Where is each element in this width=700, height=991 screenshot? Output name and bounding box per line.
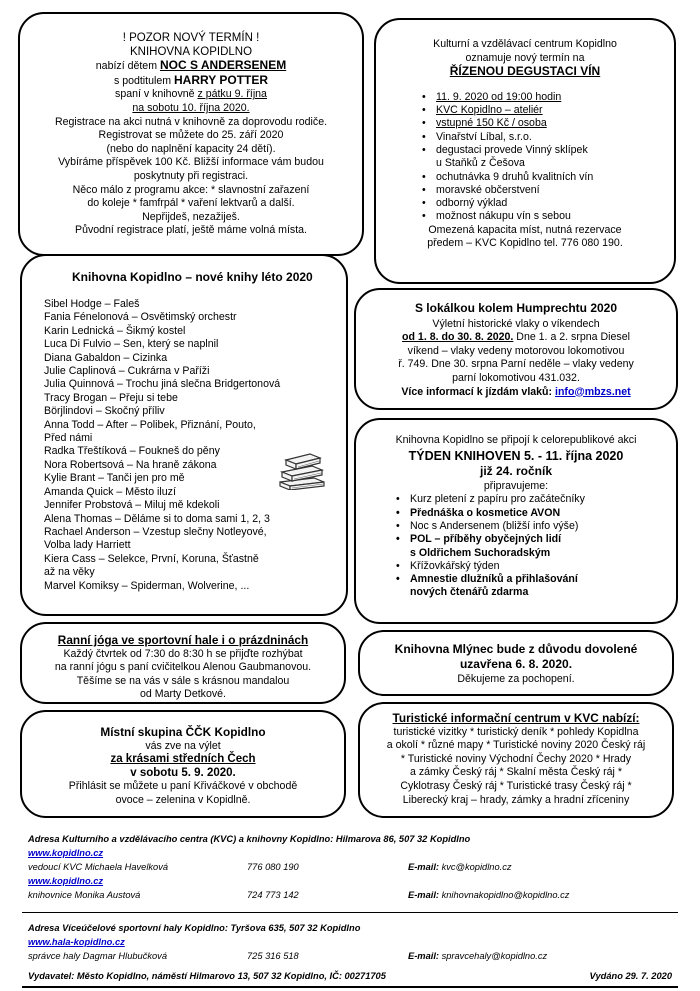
library-week-title: TÝDEN KNIHOVEN 5. - 11. října 2020 [408,448,624,463]
library-name: KNIHOVNA KOPIDLNO [129,45,253,58]
wine-title: ŘÍZENOU DEGUSTACI VÍN [449,64,601,79]
event-date-from: z pátku 9. října [197,88,267,101]
list-item: Před námi [44,432,93,445]
event-date-to: na sobotu 10. října 2020. [132,101,250,114]
mlynec-library-closure: Knihovna Mlýnec bude z důvodu dovolené uzavřena 6. 8. 2020. Děkujeme za pochopení. [358,630,674,696]
list-item: • Kurz pletení z papíru pro začátečníky [392,493,676,506]
list-item: • možnost nákupu vín s sebou [418,210,674,223]
list-item: • odborný výklad [418,197,674,210]
tourist-info-notice: Turistické informační centrum v KVC nabízí: turistické vizitky * turistický deník * pohledy Kopidlna a okolí * různé mapy * Turistické noviny 2020 Český ráj * Turistické noviny Východní Čechy 2020 * Hrady a zámky Český ráj * Skalní města Český ráj * Cyklotrasy Český ráj * Turistické trasy Český ráj * Liberecký kraj – hrady, zámky a hradní zříceniny [358,702,674,818]
tic-title: Turistické informační centrum v KVC nabízí: [392,711,640,725]
list-item: • KVC Kopidlno – ateliér [418,104,674,117]
list-item: Amanda Quick – Město iluzí [44,485,176,498]
cck-title: Místní skupina ČČK Kopidlno [100,725,266,739]
list-item: Radka Třeštíková – Foukneš do pěny [44,445,220,458]
wine-details-list [418,91,674,224]
list-item: Anna Todd – After – Polibek, Přiznání, Pouto, [44,418,256,431]
historic-trains-notice: S lokálkou kolem Humprechtu 2020 Výletní historické vlaky o víkendech od 1. 8. do 30. 8. 2020. Dne 1. a 2. srpna Diesel víkend – vlaky vedeny motorovou lokomotivou ř. 749. Dne 30. srpna Parní neděle – vlaky vedeny parní lokomotivou 431.032. Více informací k jízdám vlaků: info@mbzs.net [354,288,678,410]
list-item: Karin Lednická – Šikmý kostel [44,324,186,337]
hall-web-link[interactable]: www.hala-kopidlno.cz [28,937,125,947]
list-item: Jennifer Probstová – Miluj mě kdekoli [44,499,220,512]
wine-tasting-notice: Kulturní a vzdělávací centrum Kopidlno oznamuje nový termín na ŘÍZENOU DEGUSTACI VÍN • 11. 9. 2020 od 19:00 hodin • KVC Kopidlno – ateliér • vstupné 150 Kč / osoba • Vinařství Líbal, s.r.o. • degustaci provede Vinný sklípek u Staňků z Češova • ochutnávka 9 druhů kvalitních vín • moravské občerstvení • odborný výklad • možnost nákupu vín s sebou Omezená kapacita míst, nutná rezervace předem – KVC Kopidlno tel. 776 080 190. [374,18,676,284]
list-item: • Přednáška o kosmetice AVON [392,507,676,520]
list-item: Tracy Brogan – Přeju si tebe [44,391,178,404]
new-books-notice [20,254,348,616]
list-item: Diana Gabaldon – Cizinka [44,351,168,364]
event-name: NOC S ANDERSENEM [159,58,287,73]
list-item: Kylie Brant – Tanči jen pro mě [44,472,185,485]
list-item: • Vinařství Líbal, s.r.o. [418,131,674,144]
list-item: Volba lady Harriett [44,539,131,552]
list-item: • POL – příběhy obyčejných lidí s Oldřichem Suchoradským [392,533,676,560]
books-list [44,298,346,593]
kvc-address: Adresa Kulturního a vzdělávacího centra (KVC) a knihovny Kopidlno: Hilmarova 86, 507 32 Kopidlno [28,834,471,844]
list-item: Fania Fénelonová – Osvětimský orchestr [44,311,237,324]
yoga-notice: Ranní jóga ve sportovní hale i o prázdninách Každý čtvrtek od 7:30 do 8:30 h se přijďte rozhýbat na ranní jógu s paní cvičitelkou Alenou Gaubmanovou. Těšíme se na vás v sále s krásnou mandalou od Marty Detkové. [20,622,346,704]
list-item: Luca Di Fulvio – Sen, který se naplnil [44,338,219,351]
books-title: Knihovna Kopidlno – nové knihy léto 2020 [72,270,313,284]
trains-title: S lokálkou kolem Humprechtu 2020 [414,301,618,315]
list-item: Alena Thomas – Děláme si to doma sami 1, 2, 3 [44,512,270,525]
list-item: až na věky [44,566,95,579]
yoga-title: Ranní jóga ve sportovní hale i o prázdninách [57,633,309,647]
list-item: • 11. 9. 2020 od 19:00 hodin [418,91,674,104]
trains-email-link[interactable]: info@mbzs.net [555,385,631,398]
list-item: • Noc s Andersenem (bližší info výše) [392,520,676,533]
hall-address: Adresa Víceúčelové sportovní haly Kopidlno: Tyršova 635, 507 32 Kopidlno [28,923,361,933]
list-item: Julie Caplinová – Cukrárna v Paříži [44,365,210,378]
book-stack-icon [276,452,328,490]
contact-row: vedoucí KVC Michaela Havelková 776 080 190 E-mail: kvc@kopidlno.cz [28,862,512,872]
list-item: • vstupné 150 Kč / osoba [418,117,674,130]
kopidlno-web-link-2[interactable]: www.kopidlno.cz [28,876,104,886]
contact-footer [28,832,672,988]
library-week-program [392,493,676,599]
list-item: Julia Quinnová – Trochu jiná slečna Bridgertonová [44,378,281,391]
library-week-notice: Knihovna Kopidlno se připojí k celorepublikové akci TÝDEN KNIHOVEN 5. - 11. října 2020 již 24. ročník připravujeme: • Kurz pletení z papíru pro začátečníky • Přednáška o kosmetice AVON • Noc s Andersenem (bližší info výše) • POL – příběhy obyčejných lidí s Oldřichem Suchoradským • Křížovkářský týden • Amnestie dlužníků a přihlašování nových čtenářů zdarma [354,418,678,624]
list-item: Marvel Komiksy – Spiderman, Wolverine, ... [44,579,250,592]
contact-row: knihovnice Monika Austová 724 773 142 E-mail: knihovnakopidlno@kopidlno.cz [28,890,570,900]
list-item: Nora Robertsová – Na hraně zákona [44,458,217,471]
trains-date: od 1. 8. do 30. 8. 2020. [402,331,514,344]
notice-heading: ! POZOR NOVÝ TERMÍN ! [122,32,260,44]
list-item: • degustaci provede Vinný sklípek u Staňků z Češova [418,144,674,171]
list-item: • moravské občerstvení [418,184,674,197]
publisher-row: Vydavatel: Město Kopidlno, náměstí Hilmarovo 13, 507 32 Kopidlno, IČ: 00271705 Vydáno 29. 7. 2020 [28,971,672,981]
list-item: • ochutnávka 9 druhů kvalitních vín [418,171,674,184]
list-item: Börjlindovi – Skočný příliv [44,405,165,418]
kopidlno-web-link[interactable]: www.kopidlno.cz [28,848,104,858]
list-item: Kiera Cass – Selekce, První, Koruna, Šťastně [44,552,259,565]
list-item: • Křížovkářský týden [392,560,676,573]
cck-trip-notice: Místní skupina ČČK Kopidlno vás zve na výlet za krásami středních Čech v sobotu 5. 9. 2020. Přihlásit se můžete u paní Křiváčkové v obchodě ovoce – zelenina v Kopidlně. [20,710,346,818]
harry-potter-notice: ! POZOR NOVÝ TERMÍN ! KNIHOVNA KOPIDLNO nabízí dětem NOC S ANDERSENEM s podtitulem HARRY POTTER spaní v knihovně z pátku 9. října na sobotu 10. října 2020. Registrace na akci nutná v knihovně za doprovodu rodiče. Registrovat se můžete do 25. září 2020 (nebo do naplnění kapacity 24 dětí). Vybíráme příspěvek 100 Kč. Bližší informace vám budou poskytnuty při registraci. Něco málo z programu akce: * slavnostní zařazení do koleje * famfrpál * vaření lektvarů a další. Nepřijdeš, nezažiješ. Původní registrace platí, ještě máme volná místa. [18,12,364,256]
list-item: Rachael Anderson – Vzestup slečny Notleyové, [44,525,267,538]
contact-row: správce haly Dagmar Hlubučková 725 316 518 E-mail: spravcehaly@kopidlno.cz [28,951,548,961]
list-item: Sibel Hodge – Faleš [44,298,140,310]
list-item: • Amnestie dlužníků a přihlašování nových čtenářů zdarma [392,573,676,600]
event-subtitle: HARRY POTTER [174,72,269,87]
